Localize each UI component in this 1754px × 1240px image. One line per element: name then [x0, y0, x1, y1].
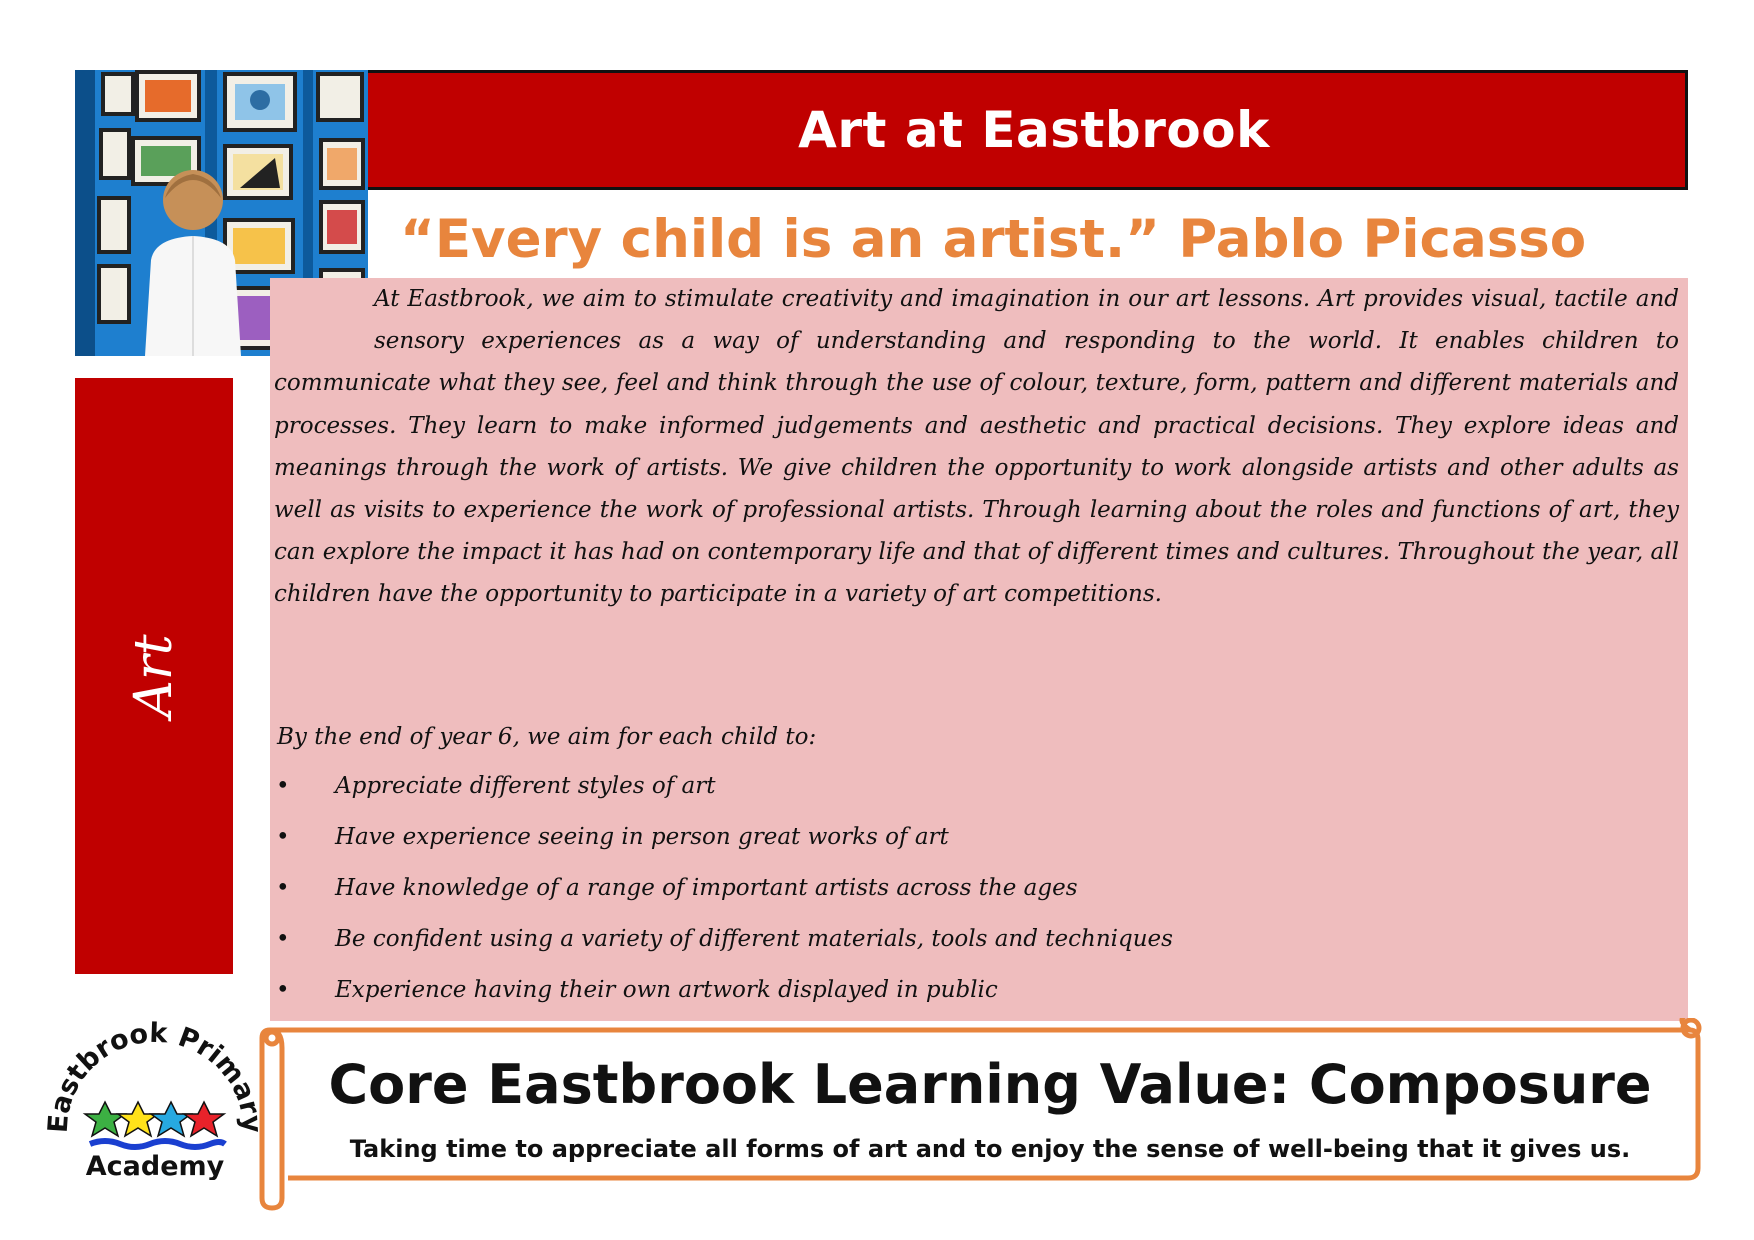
goal-text: Be confident using a variety of different materials, tools and techniques	[335, 926, 1173, 952]
logo-emblem	[45, 1010, 265, 1180]
core-value-title: Core Eastbrook Learning Value: Composure	[328, 1053, 1652, 1116]
bullet-icon: •	[276, 824, 290, 850]
list-item	[270, 918, 1570, 969]
intro-paragraph: At Eastbrook, we aim to stimulate creativity and imagination in our art lessons. Art provides visual, tactile and sensory experiences as a way of understanding and responding to the world. It enables children to communicate what they see, feel and think through the use of colour, texture, form, pattern and different materials and processes. They learn to make informed judgements and aesthetic and practical decisions. They explore ideas and meanings through the work of artists. We give children the opportunity to work alongside artists and other adults as well as visits to experience the work of professional artists. Through learning about the roles and functions of art, they can explore the impact it has had on contemporary life and that of different times and cultures. Throughout the year, all children have the opportunity to participate in a variety of art competitions.	[274, 286, 1679, 608]
bullet-icon: •	[276, 926, 290, 952]
page-title: Art at Eastbrook	[798, 101, 1270, 159]
goal-text: Have knowledge of a range of important artists across the ages	[335, 875, 1078, 901]
star-people-icon	[85, 1102, 224, 1136]
bullet-icon: •	[276, 875, 290, 901]
logo-bottom-text: Academy	[85, 1151, 225, 1180]
subject-label: Art	[124, 634, 184, 718]
goal-text: Have experience seeing in person great works of art	[335, 824, 949, 850]
goal-text: Appreciate different styles of art	[335, 773, 716, 799]
bullet-icon: •	[276, 977, 290, 1003]
picasso-quote: “Every child is an artist.” Pablo Picasso	[400, 209, 1587, 270]
list-item	[270, 867, 1570, 918]
core-value-description: Taking time to appreciate all forms of art and to enjoy the sense of well-being that it gives us.	[349, 1135, 1631, 1163]
list-item	[270, 765, 1570, 816]
goals-list	[270, 765, 1570, 1020]
list-item	[270, 969, 1570, 1020]
bullet-icon: •	[276, 773, 290, 799]
content-panel	[270, 278, 1688, 1021]
aim-intro: By the end of year 6, we aim for each child to:	[277, 724, 817, 750]
goal-text: Experience having their own artwork displayed in public	[335, 977, 998, 1003]
header-banner	[368, 70, 1688, 190]
list-item	[270, 816, 1570, 867]
logo-top-text: Eastbrook Primary	[45, 1017, 265, 1134]
school-logo	[45, 1010, 265, 1180]
